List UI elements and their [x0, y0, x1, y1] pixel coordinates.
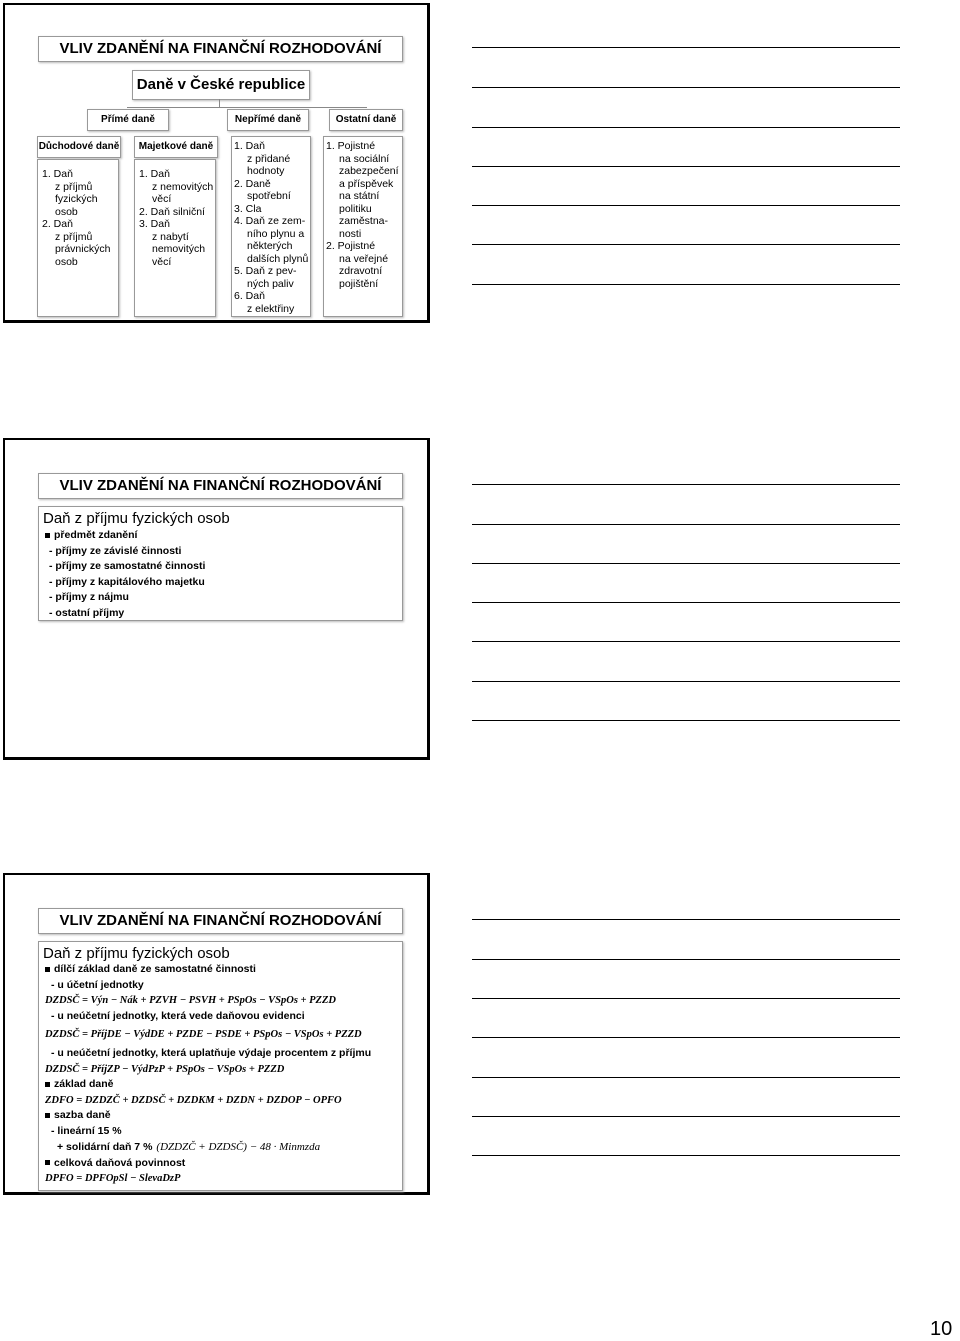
- note-line: [472, 959, 900, 960]
- note-line: [472, 1037, 900, 1038]
- bullet-item: sazba daně: [39, 1108, 402, 1124]
- slide-1: [3, 3, 430, 323]
- subcategory-property: Majetkové daně: [134, 136, 218, 158]
- list-item: - u neúčetní jednotky, která uplatňuje výdaje procentem z příjmu: [51, 1047, 372, 1059]
- note-line: [472, 681, 900, 682]
- note-line: [472, 284, 900, 285]
- bullet-icon: [45, 1082, 50, 1087]
- bullet-item: celková daňová povinnost: [39, 1156, 402, 1172]
- bullet-icon: [45, 533, 50, 538]
- subcategory-income: Důchodové daně: [37, 136, 121, 158]
- note-line: [472, 919, 900, 920]
- income-taxes-list: 1. Daň z příjmů fyzických osob 2. Daň z příjmů právnických osob: [37, 159, 119, 317]
- page-number: 10: [930, 1318, 953, 1340]
- bullet-item: předmět zdanění: [39, 528, 402, 544]
- bullet-icon: [45, 1113, 50, 1118]
- list-item: - lineární 15 %: [51, 1124, 122, 1137]
- note-line: [472, 205, 900, 206]
- note-line: [472, 244, 900, 245]
- list-item: - ostatní příjmy: [49, 606, 125, 619]
- note-line: [472, 484, 900, 485]
- list-item: - příjmy z kapitálového majetku: [49, 575, 205, 588]
- content-box: [38, 506, 403, 621]
- section-heading: Daň z příjmu fyzických osob: [43, 945, 230, 962]
- formula: DZDSČ = PříjZP − VýdPzP + PSpOs − VSpOs + PZZD: [45, 1063, 285, 1075]
- note-line: [472, 563, 900, 564]
- slide-3: [3, 873, 430, 1195]
- note-line: [472, 1116, 900, 1117]
- connector: [127, 107, 367, 108]
- note-line: [472, 524, 900, 525]
- bullet-icon: [45, 967, 50, 972]
- property-taxes-list: 1. Daň z nemovitých věcí 2. Daň silniční 3. Daň z nabytí nemovitých věcí: [134, 159, 216, 317]
- slide-title: VLIV ZDANĚNÍ NA FINANČNÍ ROZHODOVÁNÍ: [38, 473, 403, 499]
- list-item: + solidární daň 7 % (DZDZČ + DZDSČ) − 48 · Minmzda: [57, 1141, 321, 1153]
- note-line: [472, 127, 900, 128]
- list-item: - příjmy z nájmu: [49, 591, 129, 603]
- note-line: [472, 1077, 900, 1078]
- content-box: [38, 941, 403, 1191]
- list-item: - u neúčetní jednotky, která vede daňovou evidenci: [51, 1009, 305, 1022]
- note-line: [472, 1155, 900, 1156]
- list-item: - u účetní jednotky: [51, 978, 144, 991]
- category-direct: Přímé daně: [87, 109, 169, 131]
- formula: DZDSČ = PříjDE − VýdDE + PZDE − PSDE + PSpOs − VSpOs + PZZD: [45, 1029, 362, 1040]
- slide-title: VLIV ZDANĚNÍ NA FINANČNÍ ROZHODOVÁNÍ: [38, 36, 403, 62]
- note-line: [472, 602, 900, 603]
- formula: DPFO = DPFOpSl − SlevaDzP: [45, 1173, 181, 1184]
- note-line: [472, 87, 900, 88]
- slide-title: VLIV ZDANĚNÍ NA FINANČNÍ ROZHODOVÁNÍ: [38, 908, 403, 934]
- category-other: Ostatní daně: [329, 109, 403, 131]
- slide-2: [3, 438, 430, 760]
- subtitle: Daně v České republice: [132, 70, 310, 100]
- indirect-taxes-list: 1. Daň z přidané hodnoty 2. Daně spotřební 3. Cla 4. Daň ze zem- ního plynu a některých dalších plynů 5. Daň z pev- ných paliv 6. Daň z elektřiny: [231, 136, 311, 317]
- category-indirect: Nepřímé daně: [227, 109, 309, 131]
- connector: [219, 99, 220, 107]
- note-line: [472, 998, 900, 999]
- list-item: - příjmy ze samostatné činnosti: [49, 560, 206, 572]
- note-line: [472, 47, 900, 48]
- formula: DZDSČ = Výn − Nák + PZVH − PSVH + PSpOs − VSpOs + PZZD: [45, 995, 336, 1006]
- bullet-item: základ daně: [39, 1077, 402, 1093]
- note-line: [472, 166, 900, 167]
- note-line: [472, 641, 900, 642]
- other-taxes-list: 1. Pojistné na sociální zabezpečení a příspěvek na státní politiku zaměstna- nosti 2. Pojistné na veřejné zdravotní pojištění: [323, 136, 403, 317]
- bullet-item: dílčí základ daně ze samostatné činnosti: [39, 962, 402, 978]
- bullet-icon: [45, 1160, 50, 1165]
- section-heading: Daň z příjmu fyzických osob: [43, 510, 230, 527]
- list-item: - příjmy ze závislé činnosti: [49, 544, 182, 557]
- formula: ZDFO = DZDZČ + DZDSČ + DZDKM + DZDN + DZDOP − OPFO: [45, 1094, 342, 1106]
- note-line: [472, 720, 900, 721]
